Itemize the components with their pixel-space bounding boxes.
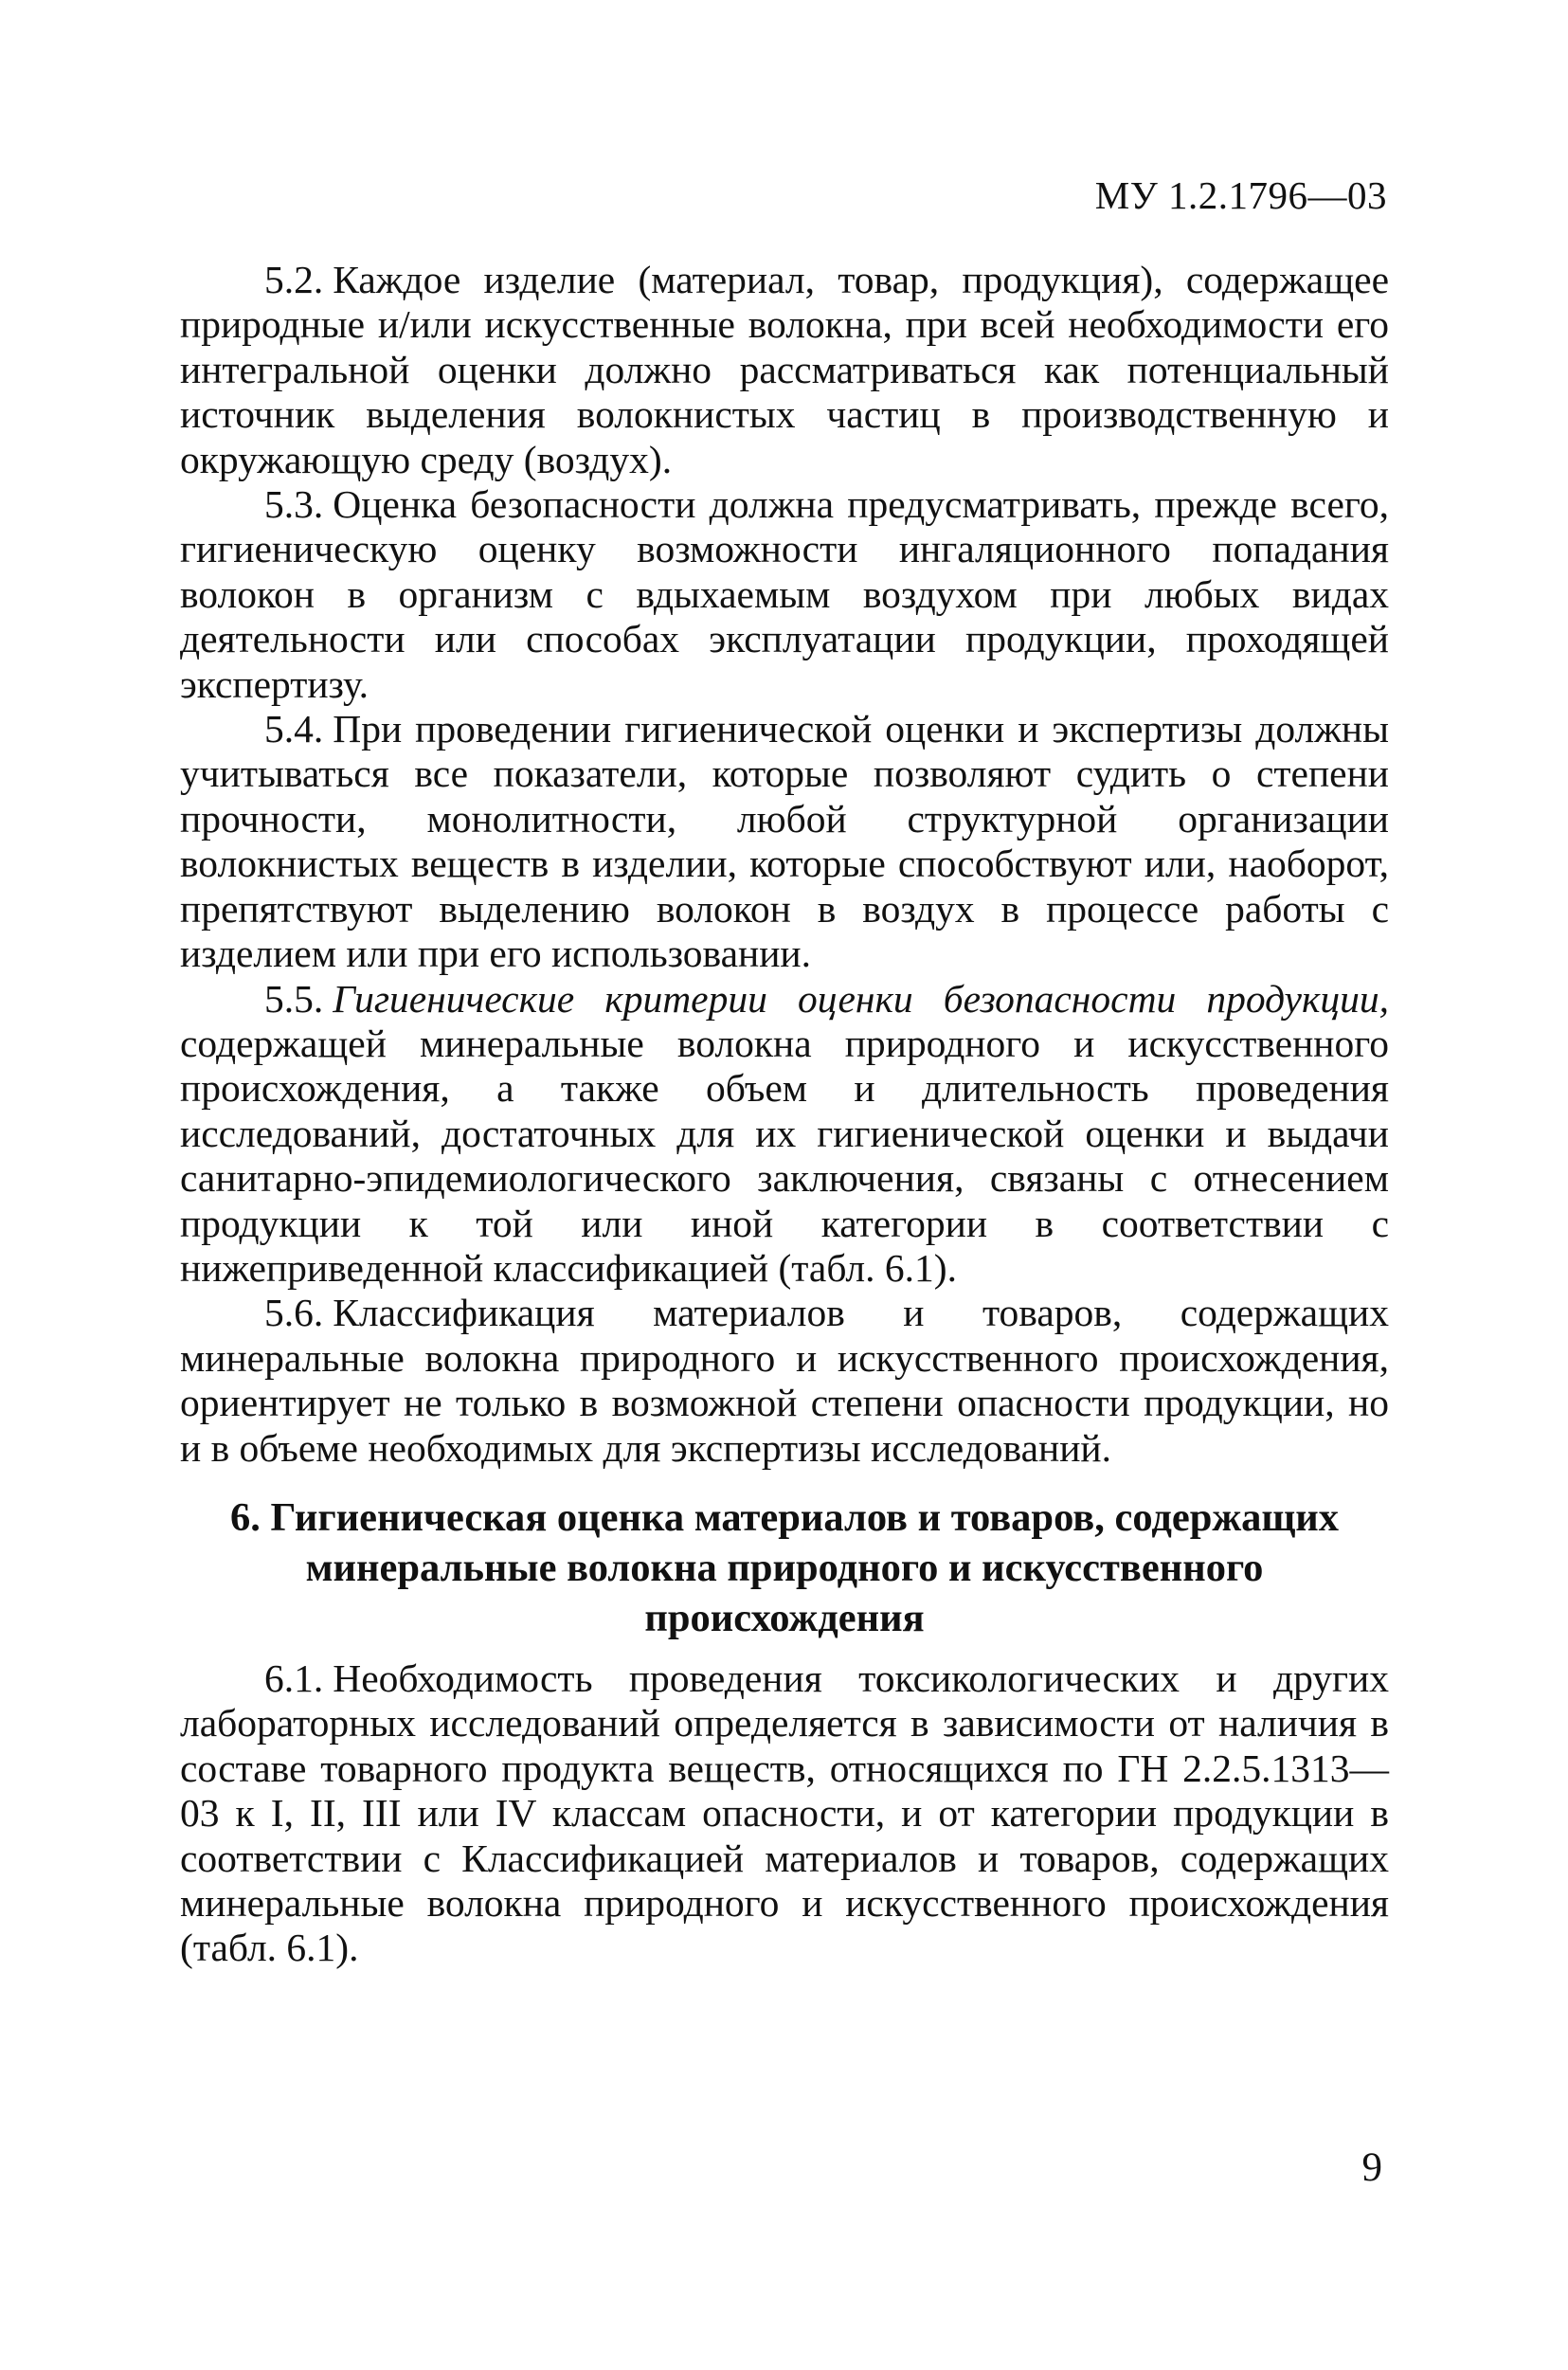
paragraph-5-6: [180, 1291, 1389, 1471]
paragraph-number: 5.3.: [264, 482, 324, 527]
paragraph-text: При проведении гигиенической оценки и экспертизы должны учитываться все показатели, которые позволяют судить о степени прочности, монолитности, любой структурной организации волокнистых веществ в изделии, которые способствуют или, наоборот, препятствуют выделению волокон в воздух в процессе работы с изделием или при его использовании.: [180, 707, 1389, 976]
paragraph-text: Оценка безопасности должна предусматривать, прежде всего, гигиеническую оценку возможности ингаляционного попадания волокон в организм с вдыхаемым воздухом при любых видах деятельности или способах эксплуатации продукции, проходящей экспертизу.: [180, 482, 1389, 706]
paragraph-number: 5.4.: [264, 707, 324, 751]
body-text: [180, 258, 1389, 1971]
paragraph-italic-text: Гигиенические критерии оценки безопасности продукции,: [333, 976, 1389, 1021]
paragraph-number: 6.1.: [264, 1655, 324, 1700]
paragraph-number: 5.6.: [264, 1291, 324, 1335]
paragraph-text: содержащей минеральные волокна природного и искусственного происхождения, а также объем и длительность проведения исследований, достаточных для их гигиенической оценки и выдачи санитарно-эпидемиологического заключения, связаны с отнесением продукции к той или иной категории в соответствии с нижеприведенной классификацией (табл. 6.1).: [180, 1021, 1389, 1290]
page-number: 9: [1361, 2145, 1382, 2190]
paragraph-5-4: [180, 707, 1389, 976]
section-heading-line: 6. Гигиеническая оценка материалов и товаров, содержащих: [229, 1494, 1340, 1540]
paragraph-5-2: [180, 258, 1389, 482]
section-heading-line: происхождения: [644, 1595, 925, 1640]
paragraph-number: 5.5.: [264, 976, 324, 1021]
paragraph-6-1: [180, 1656, 1389, 1971]
paragraph-text: Необходимость проведения токсикологических и других лабораторных исследований определяется в зависимости от наличия в составе товарного продукта веществ, относящихся по ГН 2.2.5.1313—03 к I, II, III или IV классам опасности, и от категории продукции в соответствии с Классификацией материалов и товаров, содержащих минеральные волокна природного и искусственного происхождения (табл. 6.1).: [180, 1655, 1389, 1970]
paragraph-5-3: [180, 482, 1389, 707]
paragraph-text: Каждое изделие (материал, товар, продукция), содержащее природные и/или искусственные волокна, при всей необходимости его интегральной оценки должно рассматриваться как потенциальный источник выделения волокнистых частиц в производственную и окружающую среду (воздух).: [180, 258, 1389, 481]
paragraph-5-5: [180, 977, 1389, 1292]
section-heading: [180, 1493, 1389, 1643]
paragraph-text: Классификация материалов и товаров, содержащих минеральные волокна природного и искусственного происхождения, ориентирует не только в возможной степени опасности продукции, но и в объеме необходимых для экспертизы исследований.: [180, 1291, 1389, 1470]
section-heading-line: минеральные волокна природного и искусственного: [305, 1545, 1264, 1590]
document-code: МУ 1.2.1796—03: [1094, 173, 1387, 217]
paragraph-number: 5.2.: [264, 258, 324, 301]
